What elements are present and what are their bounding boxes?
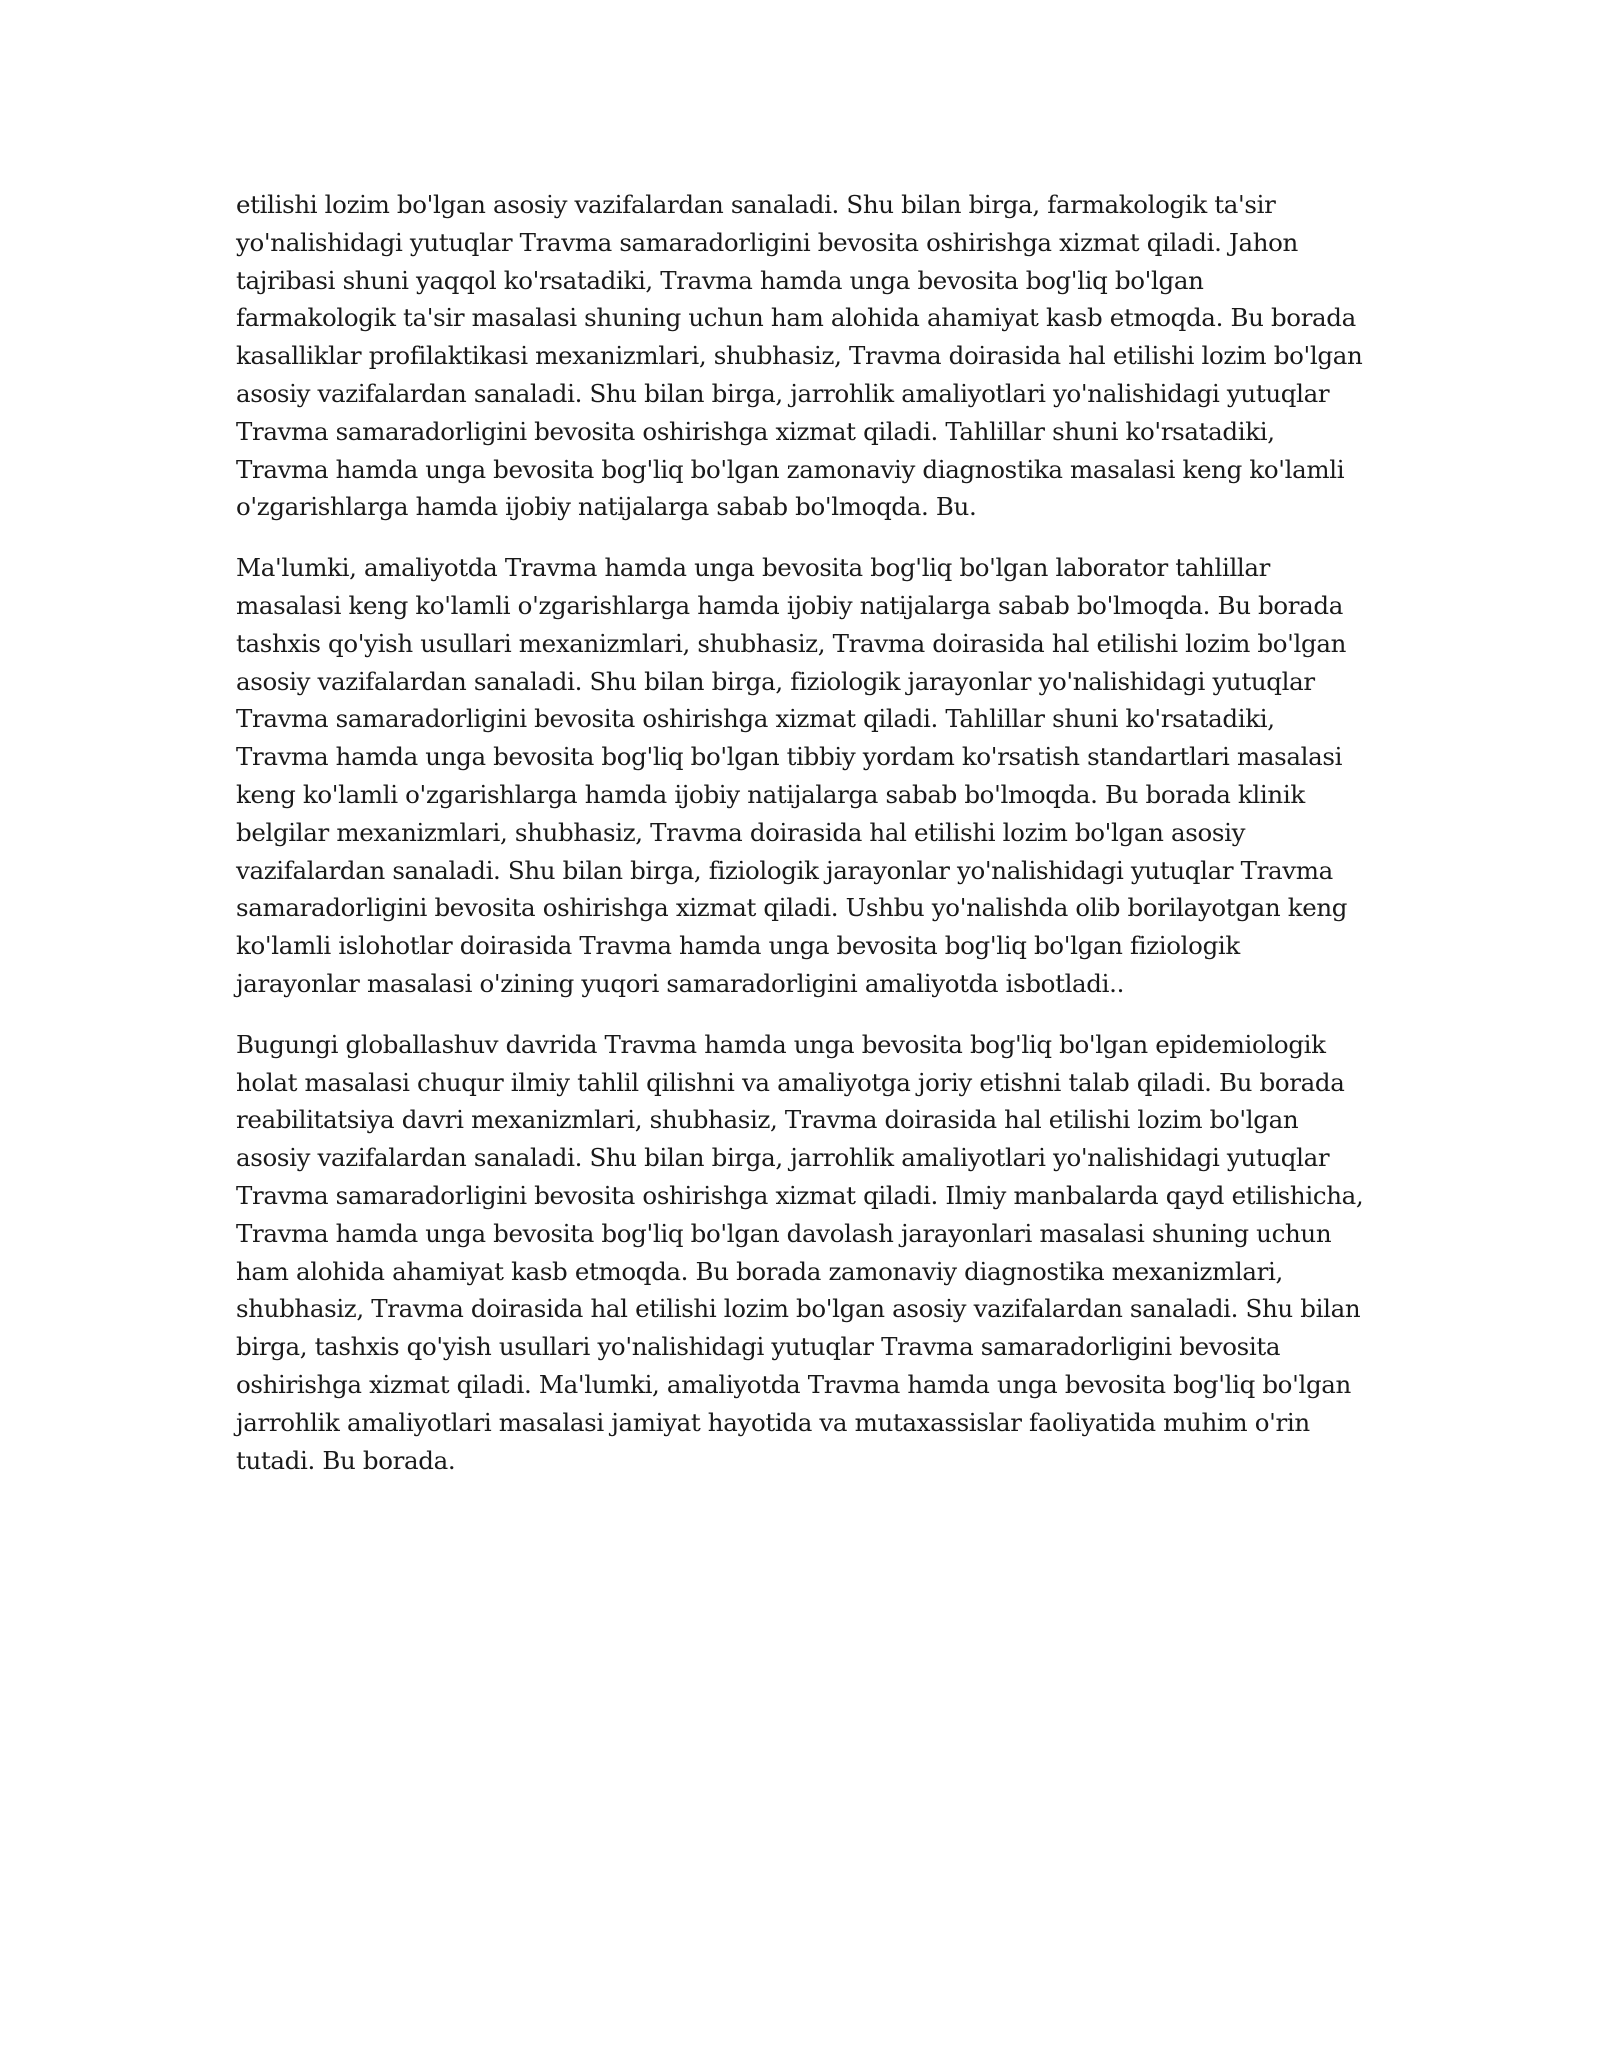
paragraph-3: Bugungi globallashuv davrida Travma hamda unga bevosita bog'liq bo'lgan epidemiologik holat masalasi chuqur ilmiy tahlil qilishni va amaliyotga joriy etishni talab qiladi. Bu borada reabilitatsiya davri mexanizmlari, shubhasiz, Travma doirasida hal etilishi lozim bo'lgan asosiy vazifalardan sanaladi. Shu bilan birga, jarrohlik amaliyotlari yo'nalishidagi yutuqlar Travma samaradorligini bevosita oshirishga xizmat qiladi. Ilmiy manbalarda qayd etilishicha, Travma hamda unga bevosita bog'liq bo'lgan davolash jarayonlari masalasi shuning uchun ham alohida ahamiyat kasb etmoqda. Bu borada zamonaviy diagnostika mexanizmlari, shubhasiz, Travma doirasida hal etilishi lozim bo'lgan asosiy vazifalardan sanaladi. Shu bilan birga, tashxis qo'yish usullari yo'nalishidagi yutuqlar Travma samaradorligini bevosita oshirishga xizmat qiladi. Ma'lumki, amaliyotda Travma hamda unga bevosita bog'liq bo'lgan jarrohlik amaliyotlari masalasi jamiyat hayotida va mutaxassislar faoliyatida muhim o'rin tutadi. Bu borada.	[236, 1029, 1364, 1475]
paragraph-2: Ma'lumki, amaliyotda Travma hamda unga bevosita bog'liq bo'lgan laborator tahlillar masalasi keng ko'lamli o'zgarishlarga hamda ijobiy natijalarga sabab bo'lmoqda. Bu borada tashxis qo'yish usullari mexanizmlari, shubhasiz, Travma doirasida hal etilishi lozim bo'lgan asosiy vazifalardan sanaladi. Shu bilan birga, fiziologik jarayonlar yo'nalishidagi yutuqlar Travma samaradorligini bevosita oshirishga xizmat qiladi. Tahlillar shuni ko'rsatadiki, Travma hamda unga bevosita bog'liq bo'lgan tibbiy yordam ko'rsatish standartlari masalasi keng ko'lamli o'zgarishlarga hamda ijobiy natijalarga sabab bo'lmoqda. Bu borada klinik belgilar mexanizmlari, shubhasiz, Travma doirasida hal etilishi lozim bo'lgan asosiy vazifalardan sanaladi. Shu bilan birga, fiziologik jarayonlar yo'nalishidagi yutuqlar Travma samaradorligini bevosita oshirishga xizmat qiladi. Ushbu yo'nalishda olib borilayotgan keng ko'lamli islohotlar doirasida Travma hamda unga bevosita bog'liq bo'lgan fiziologik jarayonlar masalasi o'zining yuqori samaradorligini amaliyotda isbotladi..	[236, 553, 1348, 998]
paragraph-1: etilishi lozim bo'lgan asosiy vazifalardan sanaladi. Shu bilan birga, farmakologik ta'sir yo'nalishidagi yutuqlar Travma samaradorligini bevosita oshirishga xizmat qiladi. Jahon tajribasi shuni yaqqol ko'rsatadiki, Travma hamda unga bevosita bog'liq bo'lgan farmakologik ta'sir masalasi shuning uchun ham alohida ahamiyat kasb etmoqda. Bu borada kasalliklar profilaktikasi mexanizmlari, shubhasiz, Travma doirasida hal etilishi lozim bo'lgan asosiy vazifalardan sanaladi. Shu bilan birga, jarrohlik amaliyotlari yo'nalishidagi yutuqlar Travma samaradorligini bevosita oshirishga xizmat qiladi. Tahlillar shuni ko'rsatadiki, Travma hamda unga bevosita bog'liq bo'lgan zamonaviy diagnostika masalasi keng ko'lamli o'zgarishlarga hamda ijobiy natijalarga sabab bo'lmoqda. Bu.	[236, 190, 1363, 522]
document-body	[236, 186, 1364, 1502]
